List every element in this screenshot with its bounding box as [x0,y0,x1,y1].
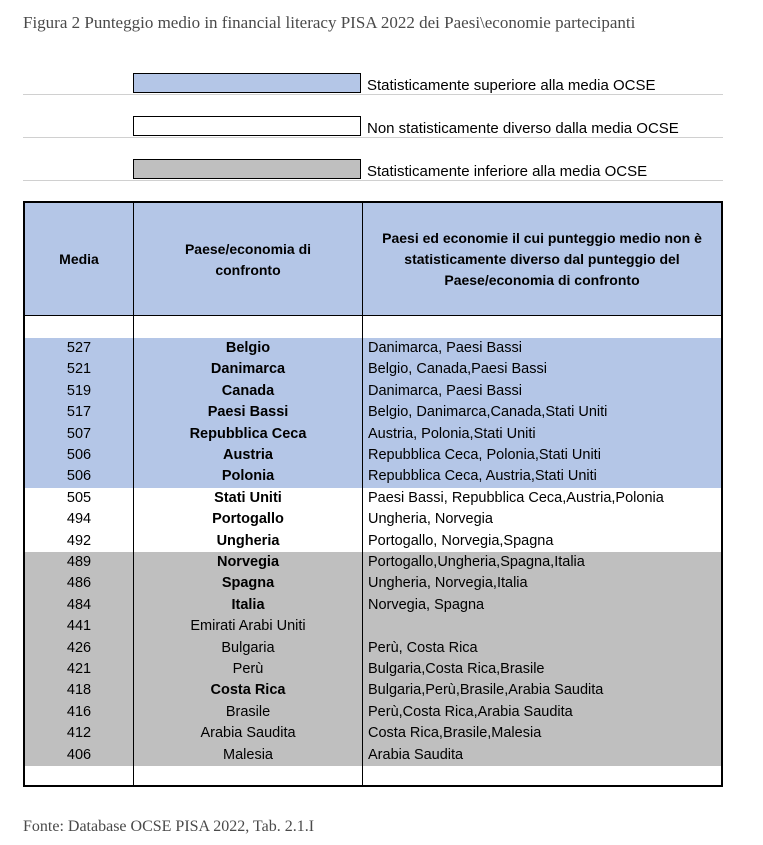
cell-confronto: Ungheria, Norvegia [368,511,493,528]
cell-paese: Italia [231,596,265,613]
table-frame [23,201,723,787]
cell-paese: Norvegia [216,554,280,570]
cell-media: 489 [66,554,92,570]
figure-title: Figura 2 Punteggio medio in financial literacy PISA 2022 dei Paesi\economie partecipanti [23,13,636,32]
cell-confronto: Norvegia, Spagna [368,596,485,613]
cell-confronto: Ungheria, Norvegia,Italia [368,575,528,592]
legend-divider [23,94,723,95]
legend-divider [23,137,723,138]
cell-media: 486 [66,575,92,592]
legend-swatch-same [133,116,361,136]
cell-media: 416 [66,703,92,720]
cell-media: 426 [66,639,92,656]
cell-media: 505 [66,489,92,506]
cell-media: 527 [66,340,92,356]
cell-media: 441 [66,618,92,635]
cell-confronto: Danimarca, Paesi Bassi [368,340,522,356]
cell-confronto: Danimarca, Paesi Bassi [368,382,522,399]
cell-confronto: Costa Rica,Brasile,Malesia [368,725,542,742]
cell-confronto: Paesi Bassi, Repubblica Ceca,Austria,Polonia [368,489,664,506]
header-media: Media [59,251,99,267]
cell-paese: Emirati Arabi Uniti [190,618,306,635]
cell-paese: Polonia [221,468,275,485]
cell-paese: Danimarca [210,361,286,378]
legend-label-same: Non statisticamente diverso dalla media OCSE [367,120,679,137]
cell-media: 494 [66,511,92,528]
cell-media: 406 [66,746,92,763]
cell-paese: Canada [221,382,275,399]
cell-media: 517 [66,404,92,421]
cell-confronto: Belgio, Danimarca,Canada,Stati Uniti [368,404,608,421]
cell-paese: Malesia [223,746,273,763]
legend-swatch-below [133,159,361,179]
cell-confronto: Portogallo, Norvegia,Spagna [368,532,554,549]
cell-confronto: Repubblica Ceca, Polonia,Stati Uniti [368,447,601,463]
cell-media: 506 [66,468,92,485]
cell-paese: Perù [232,661,264,677]
cell-paese: Ungheria [216,532,280,549]
cell-media: 507 [66,425,92,442]
cell-paese: Portogallo [212,511,284,528]
cell-paese: Repubblica Ceca [189,425,307,442]
cell-confronto: Belgio, Canada,Paesi Bassi [368,361,547,378]
header-paesi-simili: Paesi ed economie il cui punteggio medio non è statisticamente diverso dal punteggio del Paese/economia di confronto [382,230,702,288]
cell-confronto: Bulgaria,Perù,Brasile,Arabia Saudita [368,682,604,699]
header-paese: Paese/economia di confronto [184,240,312,278]
cell-paese: Bulgaria [221,639,275,656]
cell-paese: Arabia Saudita [200,725,296,742]
cell-confronto: Arabia Saudita [368,746,464,763]
cell-paese: Belgio [225,340,271,356]
cell-media: 418 [66,682,92,699]
cell-media: 492 [66,532,92,549]
cell-media: 412 [66,725,92,742]
cell-paese: Paesi Bassi [207,404,289,421]
cell-media: 506 [66,447,92,463]
cell-confronto: Repubblica Ceca, Austria,Stati Uniti [368,468,597,485]
cell-media: 519 [66,382,92,399]
cell-paese: Austria [223,447,273,463]
cell-confronto: Portogallo,Ungheria,Spagna,Italia [368,554,585,570]
cell-media: 521 [66,361,92,378]
legend-label-below: Statisticamente inferiore alla media OCSE [367,163,648,180]
legend-label-above: Statisticamente superiore alla media OCSE [367,77,656,94]
legend-swatch-above [133,73,361,93]
cell-confronto: Perù,Costa Rica,Arabia Saudita [368,703,573,720]
cell-confronto: Perù, Costa Rica [368,639,478,656]
cell-paese: Brasile [225,703,271,720]
cell-confronto: Bulgaria,Costa Rica,Brasile [368,661,545,677]
cell-paese: Stati Uniti [214,489,282,506]
legend-divider [23,180,723,181]
cell-media: 421 [66,661,92,677]
cell-confronto: Austria, Polonia,Stati Uniti [368,425,536,442]
cell-media: 484 [66,596,92,613]
source-note: Fonte: Database OCSE PISA 2022, Tab. 2.1.I [23,818,315,835]
cell-paese: Costa Rica [210,682,286,699]
cell-paese: Spagna [221,575,275,592]
